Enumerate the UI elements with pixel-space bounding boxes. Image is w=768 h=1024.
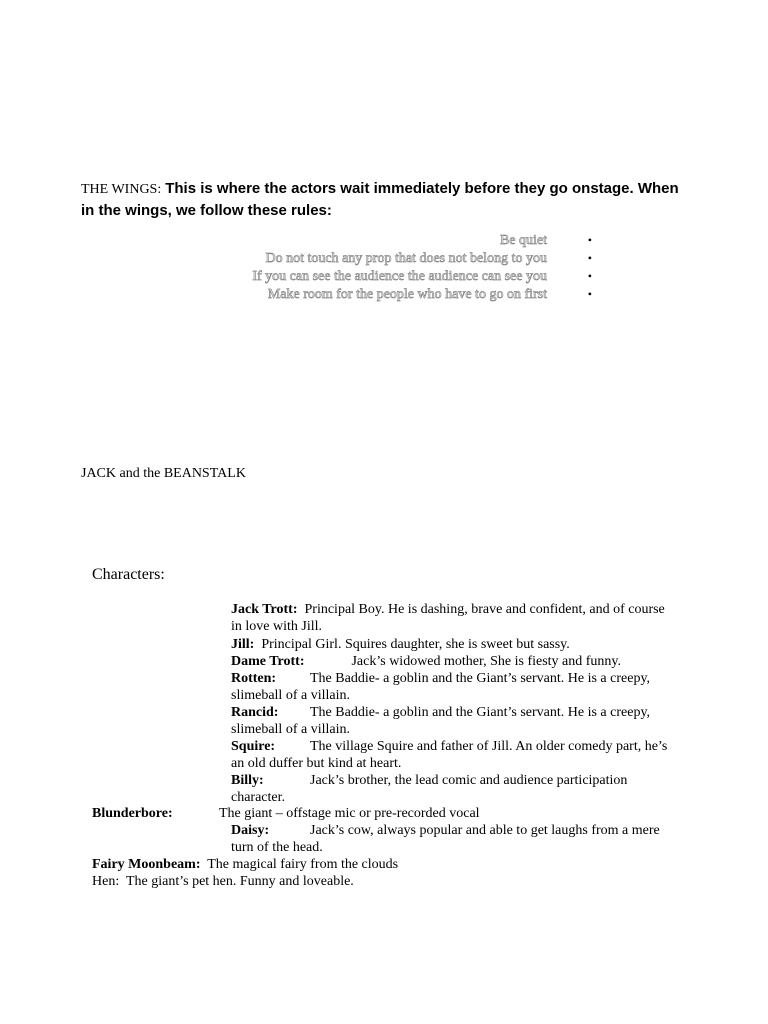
bullet-icon: • (587, 287, 592, 301)
wings-rules-list (150, 232, 610, 304)
character-entry (92, 873, 692, 890)
character-name: Jack Trott: (231, 602, 298, 617)
character-entry (231, 653, 671, 670)
character-description: The Baddie- a goblin and the Giant’s servant. He is a creepy, slimeball of a villain. (231, 705, 651, 737)
wings-heading (81, 178, 681, 221)
character-entry (231, 772, 671, 806)
character-entry (231, 601, 671, 635)
character-name: Rancid: (231, 705, 279, 720)
rule-text: Be quiet (499, 233, 547, 248)
character-description: Jack’s brother, the lead comic and audience participation character. (231, 773, 628, 805)
character-description: Principal Girl. Squires daughter, she is sweet but sassy. (261, 637, 570, 652)
character-entry (92, 856, 692, 873)
character-entry (231, 704, 671, 738)
character-name: Jill: (231, 637, 255, 652)
character-description: The giant’s pet hen. Funny and loveable. (125, 874, 354, 889)
character-description: Jack’s cow, always popular and able to get laughs from a mere turn of the head. (231, 823, 660, 855)
character-name: Squire: (231, 739, 276, 754)
character-name: Billy: (231, 773, 264, 788)
play-title: JACK and the BEANSTALK (81, 466, 246, 481)
character-description: Principal Boy. He is dashing, brave and confident, and of course in love with Jill. (231, 602, 665, 634)
rule-text: Make room for the people who have to go on first (267, 287, 547, 302)
rule-item (150, 268, 610, 286)
character-name: Hen: (92, 874, 120, 889)
bullet-icon: • (587, 251, 592, 265)
character-description: The magical fairy from the clouds (207, 857, 399, 872)
rule-text: Do not touch any prop that does not belong to you (265, 251, 547, 266)
character-description: The village Squire and father of Jill. An older comedy part, he’s an old duffer but kind at heart. (231, 739, 668, 771)
character-entry (92, 805, 692, 822)
bullet-icon: • (587, 269, 592, 283)
character-name: Daisy: (231, 823, 270, 838)
character-name: Rotten: (231, 671, 277, 686)
character-description: The Baddie- a goblin and the Giant’s servant. He is a creepy, slimeball of a villain. (231, 671, 651, 703)
character-name: Dame Trott: (231, 654, 305, 669)
character-entry (231, 636, 671, 653)
character-entry (231, 670, 671, 704)
character-description: Jack’s widowed mother, She is fiesty and funny. (351, 654, 622, 669)
character-entry (231, 738, 671, 772)
bullet-icon: • (587, 233, 592, 247)
character-name: Fairy Moonbeam: (92, 857, 201, 872)
wings-label: THE WINGS: (81, 182, 162, 197)
wings-intro-text: This is where the actors wait immediately before they go onstage. When in the wings, we follow these rules: (81, 180, 679, 219)
character-entry (231, 822, 671, 856)
rule-item (150, 286, 610, 304)
character-description: The giant – offstage mic or pre-recorded vocal (219, 806, 480, 821)
character-name: Blunderbore: (92, 806, 173, 821)
rule-item (150, 232, 610, 250)
rule-item (150, 250, 610, 268)
characters-heading: Characters: (92, 566, 165, 583)
rule-text: If you can see the audience the audience can see you (252, 269, 547, 284)
